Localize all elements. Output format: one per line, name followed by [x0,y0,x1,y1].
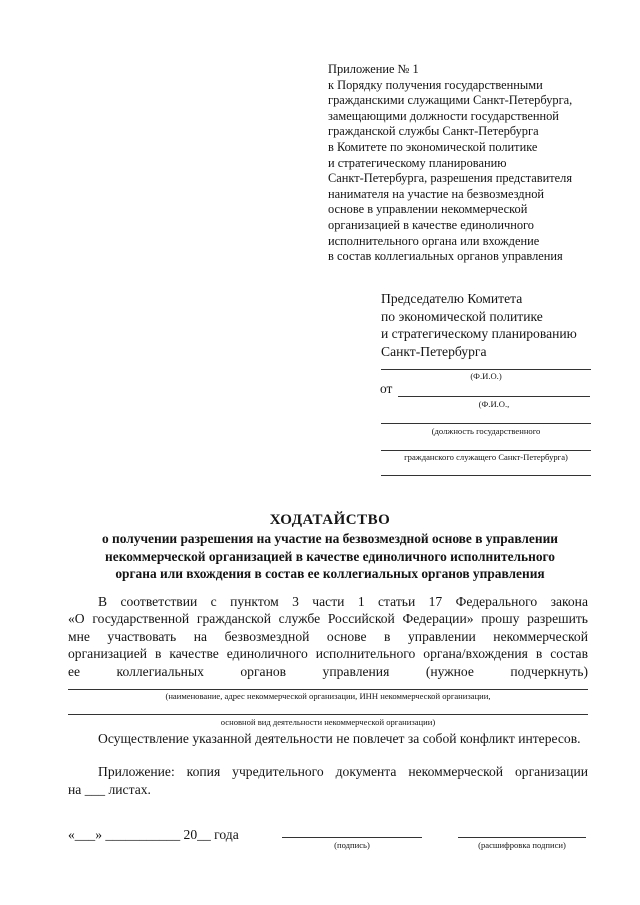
signature-line [282,837,422,838]
addressee-line: по экономической политике [381,308,543,324]
caption-organization: (наименование, адрес некоммерческой организации, ИНН некоммерческой организации, [165,691,491,701]
appendix-line: основе в управлении некоммерческой [328,202,528,217]
addressee-line: и стратегическому планированию [381,326,577,342]
sender-position-line [381,423,591,424]
sender-fio-line [398,396,590,397]
conflict-statement: Осуществление указанной деятельности не повлечет за собой конфликт интересов. [98,731,581,746]
date-field: «___» ___________ 20__ года [68,827,239,842]
from-label: от [380,381,393,396]
attachment-line-1: Приложение: копия учредительного документа некоммерческой организации [98,764,588,779]
appendix-line: к Порядку получения государственными [328,77,543,92]
appendix-line: Санкт-Петербурга, разрешения представителя [328,171,573,186]
organization-line [68,689,588,690]
paragraph-line: организацией в качестве единоличного исполнительного органа/вхождения в состав [68,646,588,662]
document-title: ХОДАТАЙСТВО [269,512,391,528]
subtitle-line: некоммерческой организацией в качестве единоличного исполнительного [105,548,555,564]
appendix-line: исполнительного органа или вхождение [328,233,540,248]
caption-fio-1: (Ф.И.О.) [470,371,502,381]
appendix-line: гражданской службы Санкт-Петербурга [328,124,539,139]
appendix-line: и стратегическому планированию [328,155,507,170]
paragraph-line: В соответствии с пунктом 3 части 1 статьи 17 Федерального закона [98,594,588,609]
subtitle-line: о получении разрешения на участие на безвозмездной основе в управлении [102,531,558,546]
addressee-fio-line [381,369,591,370]
request-paragraph [68,593,588,680]
signature-decode-line [458,837,586,838]
paragraph-line: мне участвовать на безвозмездной основе в управлении некоммерческой [68,628,588,644]
caption-signature: (подпись) [334,840,370,850]
sender-position-line-2 [381,450,591,451]
appendix-line: нанимателя на участие на безвозмездной [328,186,545,201]
appendix-line: гражданскими служащими Санкт-Петербурга, [328,93,573,108]
subtitle-line: органа или вхождения в состав ее коллегиальных органов управления [115,566,545,582]
appendix-line: в состав коллегиальных органов управления [328,249,563,264]
caption-fio-2: (Ф.И.О., [478,399,510,409]
appendix-block [328,62,628,265]
sender-extra-line [381,475,591,476]
paragraph-line: «О государственной гражданской службе Российской Федерации» прошу разрешить [68,611,588,627]
attachment-line-2: на ___ листах. [68,782,151,797]
caption-signature-decode: (расшифровка подписи) [478,840,566,850]
addressee-line: Председателю Комитета [381,291,523,306]
appendix-line: организацией в качестве единоличного [328,217,535,232]
caption-service: гражданского служащего Санкт-Петербурга) [404,452,568,462]
caption-position: (должность государственного [431,426,541,436]
appendix-line: замещающими должности государственной [328,108,559,123]
addressee-line: Санкт-Петербурга [381,343,487,359]
appendix-line: в Комитете по экономической политике [328,139,538,154]
activity-line [68,714,588,715]
caption-activity: основной вид деятельности некоммерческой организации) [220,717,436,727]
appendix-line: Приложение № 1 [328,62,419,76]
paragraph-line: ее коллегиальных органов управления (нужное подчеркнуть) [68,663,588,679]
addressee-block [381,290,631,360]
document-subtitle [60,530,600,583]
